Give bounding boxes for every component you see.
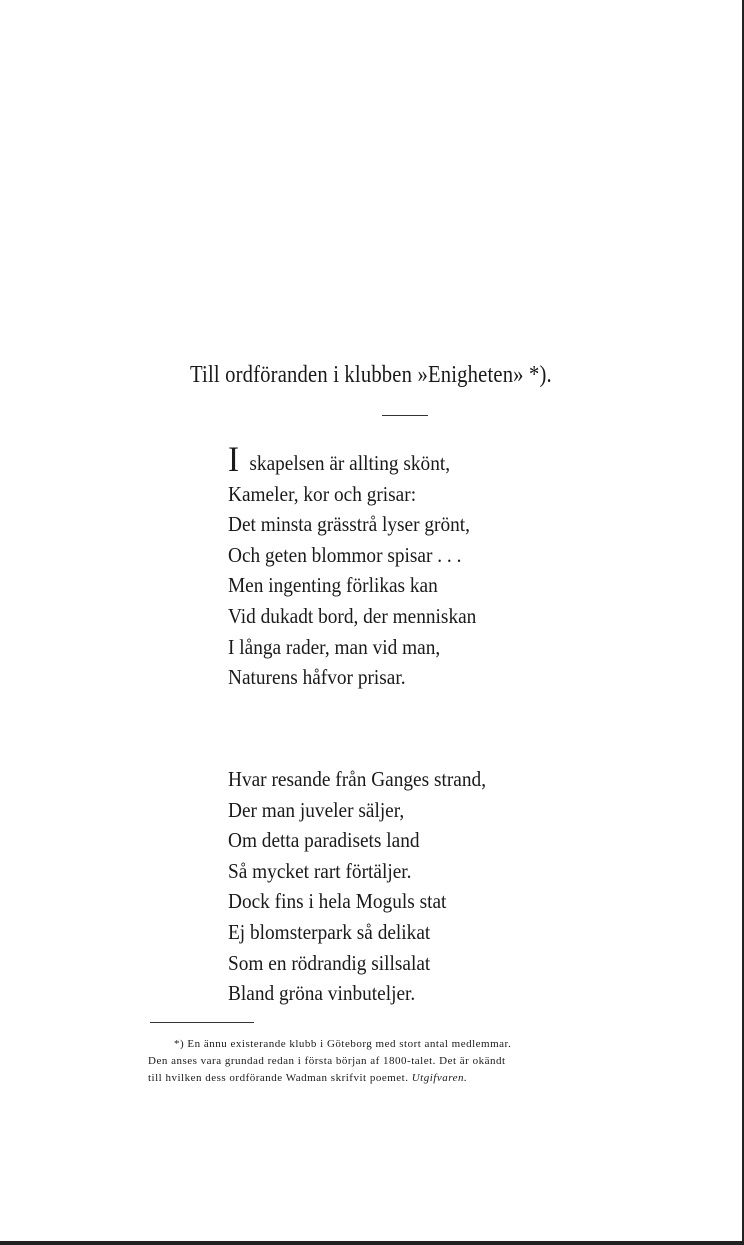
title-rule — [382, 415, 428, 416]
poem-title: Till ordföranden i klubben »Enigheten» *). — [190, 362, 552, 388]
verse-line: I långa rader, man vid man, — [228, 634, 441, 659]
verse-line: Dock fins i hela Moguls stat — [228, 889, 447, 914]
verse-line: Men ingenting förlikas kan — [228, 573, 438, 598]
footnote-line: Den anses vara grundad redan i första början af 1800-talet. Det är okändt — [148, 1055, 506, 1067]
verse-line: Der man juveler säljer, — [228, 797, 405, 822]
verse-line: I skapelsen är allting skönt, — [228, 439, 451, 479]
footnote-signature: Utgifvaren. — [411, 1072, 468, 1084]
drop-cap: I — [228, 439, 240, 479]
verse-line: Som en rödrandig sillsalat — [228, 950, 431, 975]
verse-line: Och geten blommor spisar . . . — [228, 542, 462, 567]
verse-line: Hvar resande från Ganges strand, — [228, 767, 487, 791]
footnote-line: till hvilken dess ordförande Wadman skrifvit poemet. Utgifvaren. — [148, 1072, 468, 1084]
verse-line: Om detta paradisets land — [228, 828, 420, 853]
stanza-2 — [228, 764, 508, 1009]
verse-line: Bland gröna vinbuteljer. — [228, 981, 416, 1006]
footnote — [148, 1036, 708, 1087]
verse-line: Kameler, kor och grisar: — [228, 481, 417, 506]
footnote-line: *) En ännu existerande klubb i Göteborg med stort antal medlemmar. — [174, 1038, 512, 1050]
verse-line: Vid dukadt bord, der menniskan — [228, 603, 477, 628]
verse-line: Ej blomsterpark så delikat — [228, 919, 431, 944]
verse-line: Så mycket rart förtäljer. — [228, 858, 412, 883]
stanza-1 — [228, 439, 498, 693]
verse-line: Det minsta grässtrå lyser grönt, — [228, 512, 470, 537]
footnote-rule — [150, 1022, 254, 1023]
verse-line: Naturens håfvor prisar. — [228, 665, 406, 690]
page-edge-bottom — [0, 1241, 744, 1245]
